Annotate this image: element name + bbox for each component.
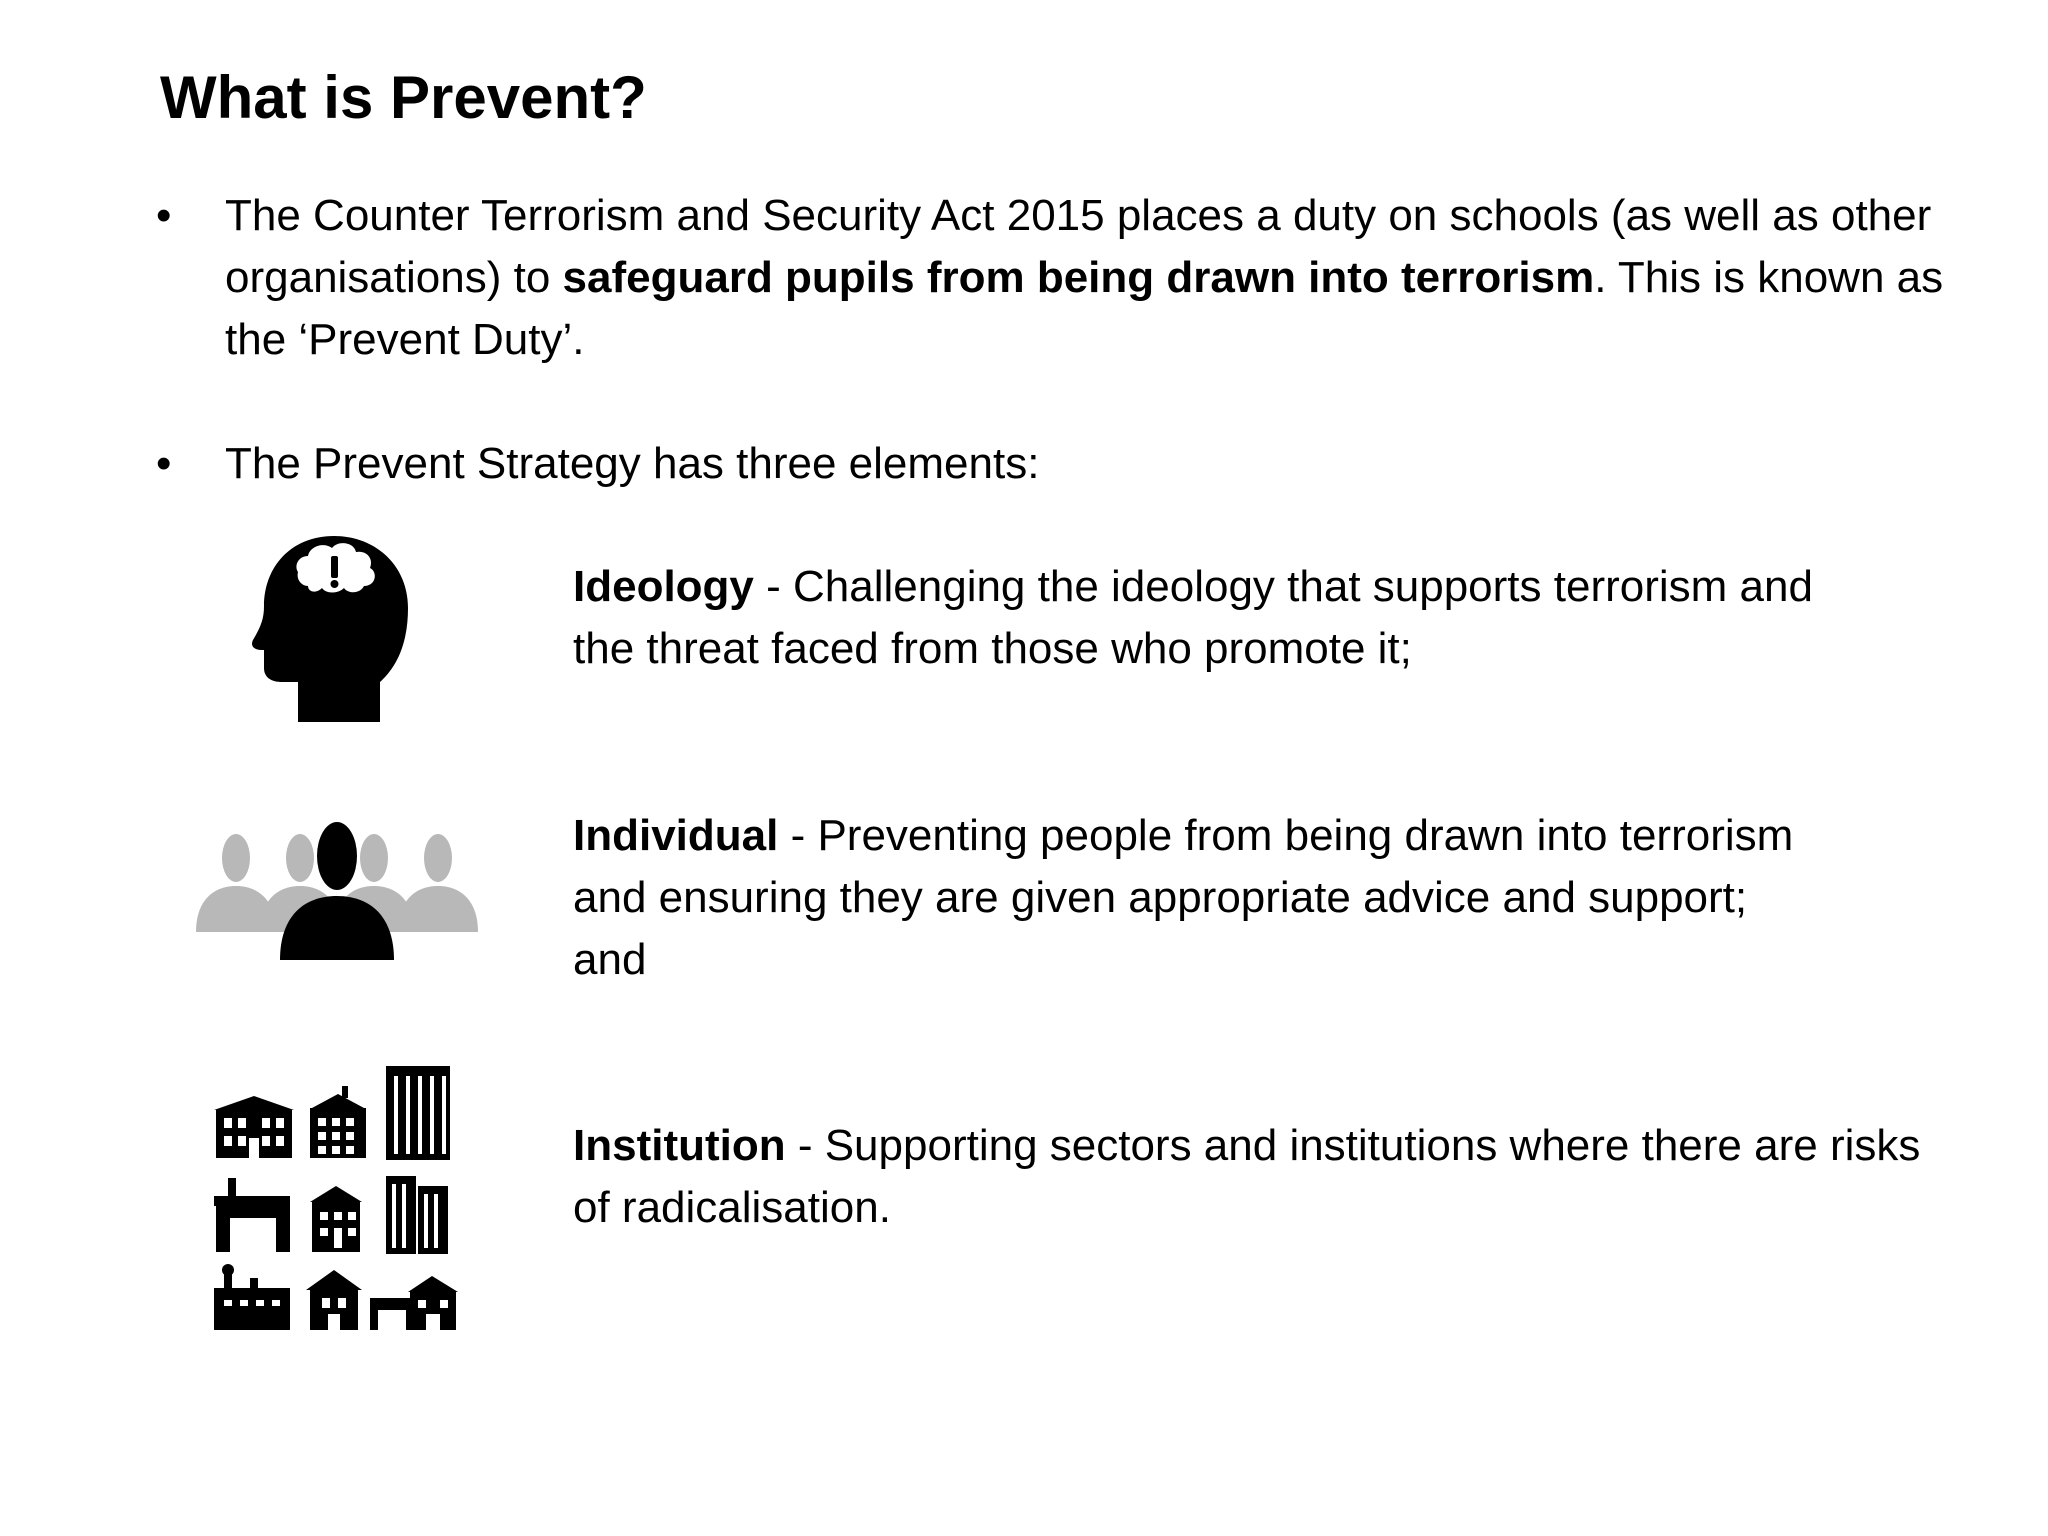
paragraph-bold-text: safeguard pupils from being drawn into terrorism (562, 253, 1595, 302)
paragraph-text: The Counter Terrorism and Security Act 2015 places a duty on schools (as well as other organisations) to (225, 191, 1932, 302)
element-institution (573, 1115, 1933, 1239)
strategy-intro-paragraph: The Prevent Strategy has three elements: (225, 439, 1040, 488)
person-in-group-icon (196, 820, 478, 960)
element-individual-description: - Preventing people from being drawn into terrorism and ensuring they are given appropriate advice and support; and (573, 811, 1794, 984)
prevent-duty-paragraph (225, 185, 2005, 371)
element-individual (573, 805, 1803, 991)
element-ideology-description: - Challenging the ideology that supports terrorism and the threat faced from those who promote it; (573, 562, 1813, 673)
buildings-icon (210, 1066, 466, 1330)
element-institution-description: - Supporting sectors and institutions where there are risks of radicalisation. (573, 1121, 1921, 1232)
head-with-thought-icon (250, 532, 410, 722)
bullet-marker: • (156, 191, 172, 240)
element-ideology (573, 556, 1873, 680)
slide-title: What is Prevent? (160, 64, 647, 131)
bullet-marker: • (156, 439, 172, 488)
element-individual-name: Individual (573, 811, 779, 860)
element-ideology-name: Ideology (573, 562, 754, 611)
paragraph-text-end: . This is known as the ‘Prevent Duty’. (225, 253, 1944, 364)
element-institution-name: Institution (573, 1121, 786, 1170)
